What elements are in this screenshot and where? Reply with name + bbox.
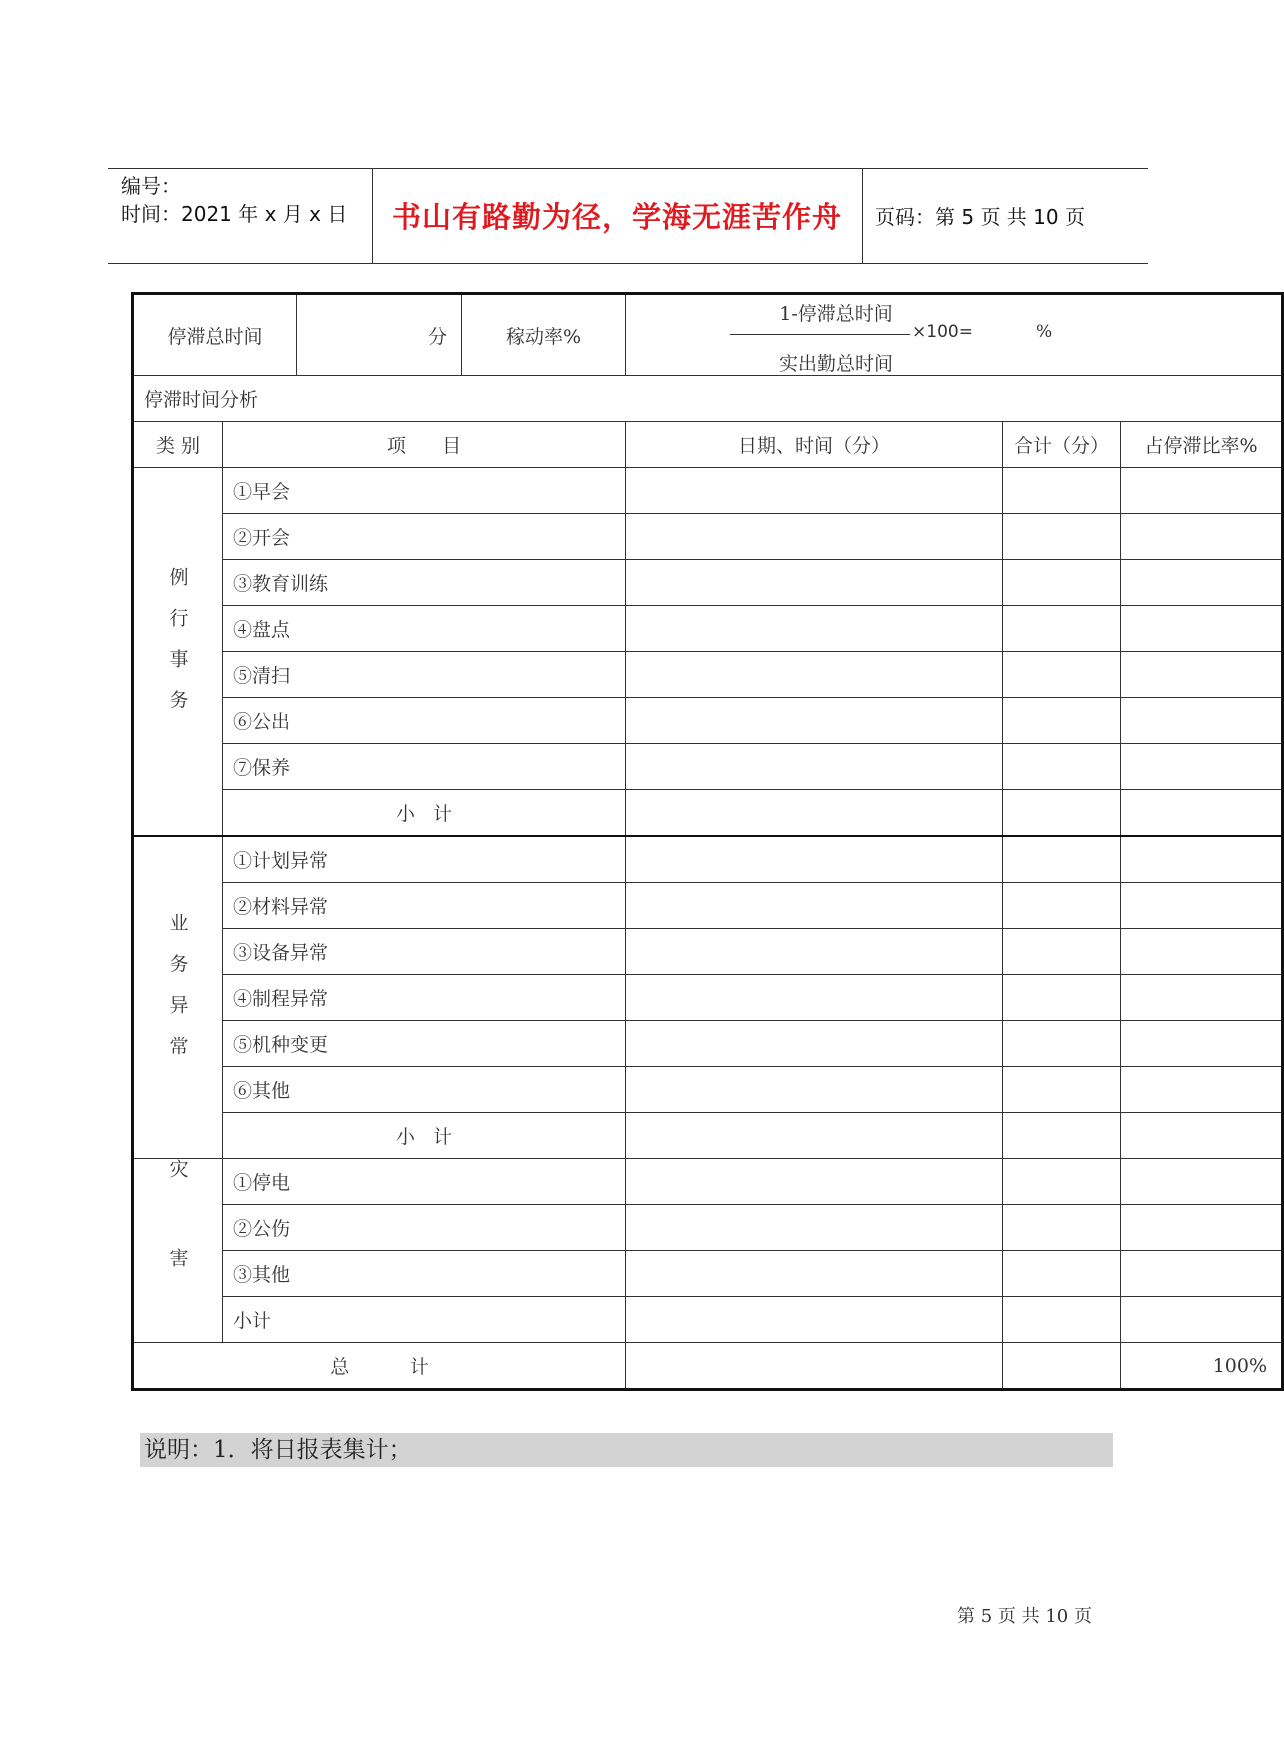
ratio-cell[interactable]: [1121, 836, 1283, 883]
table-row: [133, 468, 1283, 514]
ratio-cell[interactable]: [1121, 975, 1283, 1021]
item-label: ③设备异常: [223, 929, 626, 975]
table-row: [133, 514, 1283, 560]
ratio-cell[interactable]: [1121, 1113, 1283, 1159]
subtotal-label: 小计: [223, 1297, 626, 1343]
total-cell[interactable]: [1003, 560, 1121, 606]
ratio-cell[interactable]: [1121, 560, 1283, 606]
utilization-formula-cell[interactable]: [626, 294, 1283, 376]
total-cell[interactable]: [1003, 468, 1121, 514]
datetime-cell[interactable]: [626, 560, 1003, 606]
grand-total-ratio: 100%: [1121, 1343, 1283, 1390]
col-header-ratio: 占停滞比率%: [1121, 422, 1283, 468]
ratio-cell[interactable]: [1121, 883, 1283, 929]
item-label: ⑤机种变更: [223, 1021, 626, 1067]
item-label: ⑥公出: [223, 698, 626, 744]
formula-percent: %: [1036, 322, 1053, 342]
col-header-datetime: 日期、时间（分）: [626, 422, 1003, 468]
utilization-formula: [626, 295, 1281, 375]
total-cell[interactable]: [1003, 698, 1121, 744]
table-row: [133, 836, 1283, 883]
column-header-row: [133, 422, 1283, 468]
col-header-total: 合计（分）: [1003, 422, 1121, 468]
formula-fraction-line: [730, 334, 910, 335]
table-row: [133, 1205, 1283, 1251]
explanation-note: 说明：1．将日报表集计；: [140, 1433, 1113, 1467]
total-idle-time-field[interactable]: [297, 294, 462, 376]
total-cell[interactable]: [1003, 1251, 1121, 1297]
total-cell[interactable]: [1003, 1205, 1121, 1251]
ratio-cell[interactable]: [1121, 468, 1283, 514]
formula-numerator: 1-停滞总时间: [779, 303, 893, 325]
ratio-cell[interactable]: [1121, 1159, 1283, 1205]
datetime-cell[interactable]: [626, 606, 1003, 652]
table-row: [133, 698, 1283, 744]
table-row: [133, 1251, 1283, 1297]
table-row: [133, 1021, 1283, 1067]
total-cell[interactable]: [1003, 744, 1121, 790]
formula-multiplier: ×100=: [912, 322, 973, 342]
table-row: [133, 883, 1283, 929]
col-header-category: 类 别: [133, 422, 223, 468]
table-row: [133, 606, 1283, 652]
minutes-unit: 分: [428, 325, 448, 348]
datetime-cell[interactable]: [626, 790, 1003, 837]
ratio-cell[interactable]: [1121, 514, 1283, 560]
summary-row: [133, 294, 1283, 376]
ratio-cell[interactable]: [1121, 790, 1283, 837]
header-meta: [121, 172, 347, 228]
datetime-cell[interactable]: [626, 1205, 1003, 1251]
grand-total-row: [133, 1343, 1283, 1390]
item-label: ③其他: [223, 1251, 626, 1297]
formula-denominator: 实出勤总时间: [779, 353, 894, 375]
total-cell[interactable]: [1003, 1297, 1121, 1343]
table-row: [133, 560, 1283, 606]
total-cell[interactable]: [1003, 883, 1121, 929]
item-label: ③教育训练: [223, 560, 626, 606]
ratio-cell[interactable]: [1121, 929, 1283, 975]
total-cell[interactable]: [1003, 652, 1121, 698]
ratio-cell[interactable]: [1121, 1251, 1283, 1297]
item-label: ⑤清扫: [223, 652, 626, 698]
total-cell[interactable]: [1003, 790, 1121, 837]
total-cell[interactable]: [1003, 514, 1121, 560]
item-label: ①停电: [223, 1159, 626, 1205]
group-label-disaster: 灾害: [133, 1159, 223, 1343]
total-cell[interactable]: [1003, 836, 1121, 883]
datetime-cell[interactable]: [626, 468, 1003, 514]
item-label: ⑥其他: [223, 1067, 626, 1113]
datetime-cell[interactable]: [626, 744, 1003, 790]
utilization-rate-label: 稼动率%: [462, 294, 626, 376]
ratio-cell[interactable]: [1121, 1297, 1283, 1343]
header-page-info: 页码：第 5 页 共 10 页: [875, 205, 1085, 229]
item-label: ④盘点: [223, 606, 626, 652]
item-label: ①早会: [223, 468, 626, 514]
datetime-cell[interactable]: [626, 929, 1003, 975]
ratio-cell[interactable]: [1121, 652, 1283, 698]
total-cell[interactable]: [1003, 1159, 1121, 1205]
datetime-cell[interactable]: [626, 1067, 1003, 1113]
item-label: ⑦保养: [223, 744, 626, 790]
header-bottom-rule: [108, 263, 1148, 264]
total-cell[interactable]: [1003, 975, 1121, 1021]
document-date: 时间：2021 年 x 月 x 日: [121, 202, 348, 226]
subtotal-row: [133, 1297, 1283, 1343]
total-cell[interactable]: [1003, 1021, 1121, 1067]
datetime-cell[interactable]: [626, 1251, 1003, 1297]
table-row: [133, 1067, 1283, 1113]
datetime-cell[interactable]: [626, 514, 1003, 560]
total-cell[interactable]: [1003, 1113, 1121, 1159]
table-row: [133, 744, 1283, 790]
item-label: ①计划异常: [223, 836, 626, 883]
document-number-label: 编号：: [121, 174, 181, 198]
subtotal-label: 小 计: [223, 1113, 626, 1159]
subtotal-row: [133, 1113, 1283, 1159]
grand-total-label: 总 计: [133, 1343, 626, 1390]
analysis-title-row: [133, 376, 1283, 422]
table-row: [133, 1159, 1283, 1205]
header-motto: 书山有路勤为径，学海无涯苦作舟: [391, 200, 842, 234]
table-row: [133, 929, 1283, 975]
col-header-item: 项 目: [223, 422, 626, 468]
ratio-cell[interactable]: [1121, 1021, 1283, 1067]
idle-time-analysis-table: [131, 292, 1284, 1391]
datetime-cell[interactable]: [626, 698, 1003, 744]
ratio-cell[interactable]: [1121, 1067, 1283, 1113]
group-label-business-anomaly: 业务异常: [133, 836, 223, 1159]
datetime-cell[interactable]: [626, 836, 1003, 883]
total-cell[interactable]: [1003, 929, 1121, 975]
datetime-cell[interactable]: [626, 883, 1003, 929]
total-cell[interactable]: [1003, 1067, 1121, 1113]
item-label: ④制程异常: [223, 975, 626, 1021]
table-row: [133, 975, 1283, 1021]
total-cell[interactable]: [1003, 1343, 1121, 1390]
subtotal-label: 小 计: [223, 790, 626, 837]
item-label: ②材料异常: [223, 883, 626, 929]
ratio-cell[interactable]: [1121, 1205, 1283, 1251]
datetime-cell[interactable]: [626, 1297, 1003, 1343]
datetime-cell[interactable]: [626, 652, 1003, 698]
page-footer: 第 5 页 共 10 页: [957, 1606, 1092, 1627]
total-idle-time-label: 停滞总时间: [133, 294, 297, 376]
item-label: ②公伤: [223, 1205, 626, 1251]
table-row: [133, 652, 1283, 698]
datetime-cell[interactable]: [626, 1343, 1003, 1390]
datetime-cell[interactable]: [626, 1159, 1003, 1205]
datetime-cell[interactable]: [626, 975, 1003, 1021]
ratio-cell[interactable]: [1121, 606, 1283, 652]
datetime-cell[interactable]: [626, 1113, 1003, 1159]
group-label-routine: 例行事务: [133, 468, 223, 837]
analysis-title: 停滞时间分析: [133, 376, 1283, 422]
subtotal-row: [133, 790, 1283, 837]
item-label: ②开会: [223, 514, 626, 560]
ratio-cell[interactable]: [1121, 698, 1283, 744]
total-cell[interactable]: [1003, 606, 1121, 652]
ratio-cell[interactable]: [1121, 744, 1283, 790]
datetime-cell[interactable]: [626, 1021, 1003, 1067]
header-divider-right: [862, 168, 863, 263]
